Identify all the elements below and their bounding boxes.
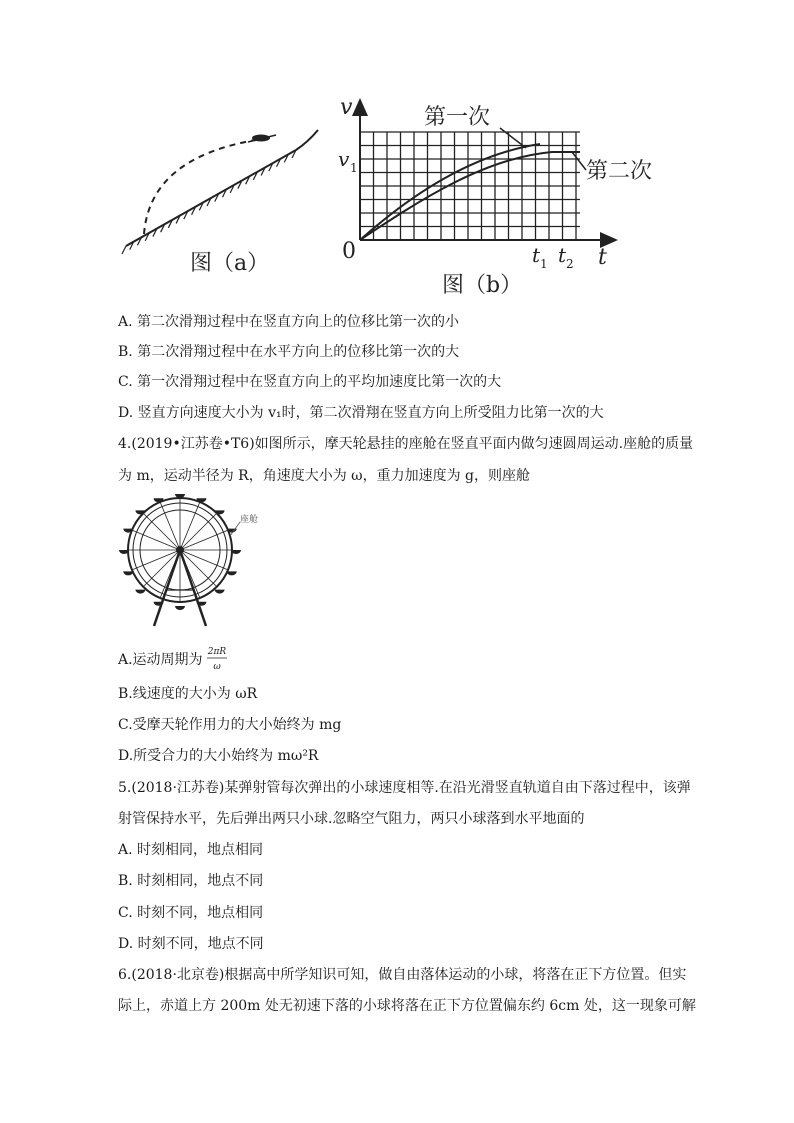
- label-second: 第二次: [586, 159, 653, 184]
- q4-stem-line1: 4.(2019•江苏卷•T6)如图所示，摩天轮悬挂的座舱在竖直平面内做匀速圆周运动.座舱的质量: [118, 436, 694, 452]
- figure-b-caption: 图（b）: [442, 273, 523, 298]
- t2-subscript: 2: [566, 257, 574, 271]
- q5-option-b: B. 时刻相同，地点不同: [118, 873, 264, 889]
- q6-stem-line2: 际上，赤道上方 200m 处无初速下落的小球将落在正下方位置偏东约 6cm 处，这一现象可解: [118, 998, 696, 1014]
- q3-option-b: B. 第二次滑翔过程中在水平方向上的位移比第一次的大: [118, 344, 460, 360]
- q4-option-a-text: A.运动周期为: [118, 652, 203, 668]
- q5-option-a: A. 时刻相同，地点相同: [118, 842, 264, 858]
- label-pointer-second: [572, 152, 586, 170]
- fraction-numerator: 2πR: [207, 647, 227, 657]
- ski-jumper-icon: [248, 135, 276, 143]
- axis-v-label: v: [340, 95, 353, 120]
- figure-a-caption: 图（a）: [190, 251, 270, 276]
- graph-grid: [360, 132, 580, 240]
- figure-a-slope-diagram: [118, 118, 328, 283]
- q4-option-d: D.所受合力的大小始终为 mω²R: [118, 748, 319, 764]
- q4-stem-line2: 为 m，运动半径为 R，角速度大小为 ω，重力加速度为 g，则座舱: [118, 468, 530, 484]
- origin-label: 0: [342, 239, 356, 264]
- q5-option-c: C. 时刻不同，地点相同: [118, 905, 264, 921]
- label-first: 第一次: [424, 105, 491, 130]
- t1-label: t: [532, 243, 541, 267]
- t1-subscript: 1: [540, 257, 548, 271]
- axis-t-label: t: [598, 245, 607, 270]
- fraction-denominator: ω: [213, 662, 221, 672]
- q5-option-d: D. 时刻不同，地点不同: [118, 936, 264, 952]
- q4-option-a-fraction: [204, 644, 230, 672]
- q6-stem-line1: 6.(2018·北京卷)根据高中所学知识可知，做自由落体运动的小球，将落在正下方位置。但实: [118, 967, 687, 983]
- ramp-top-curve: [296, 130, 318, 150]
- ferris-wheel-icon: [119, 494, 241, 626]
- q3-option-c: C. 第一次滑翔过程中在竖直方向上的平均加速度比第一次的大: [118, 374, 502, 390]
- q4-option-c: C.受摩天轮作用力的大小始终为 mg: [118, 717, 342, 733]
- ferris-wheel-figure: [118, 492, 268, 632]
- q3-option-d: D. 竖直方向速度大小为 v₁时，第二次滑翔在竖直方向上所受阻力比第一次的大: [118, 405, 604, 421]
- q3-option-a: A. 第二次滑翔过程中在竖直方向上的位移比第一次的小: [118, 314, 460, 330]
- figure-b-vt-graph: [334, 92, 674, 304]
- v1-subscript: 1: [350, 161, 358, 175]
- cabin-label: 座舱: [240, 515, 259, 525]
- q5-stem-line2: 射管保持水平，先后弹出两只小球.忽略空气阻力，两只小球落到水平地面的: [118, 811, 585, 827]
- t2-label: t: [558, 243, 567, 267]
- q5-stem-line1: 5.(2018·江苏卷)某弹射管每次弹出的小球速度相等.在沿光滑竖直轨道自由下落过程中，该弹: [118, 780, 691, 796]
- q4-option-b: B.线速度的大小为 ωR: [118, 686, 258, 702]
- v1-label: v: [338, 147, 350, 171]
